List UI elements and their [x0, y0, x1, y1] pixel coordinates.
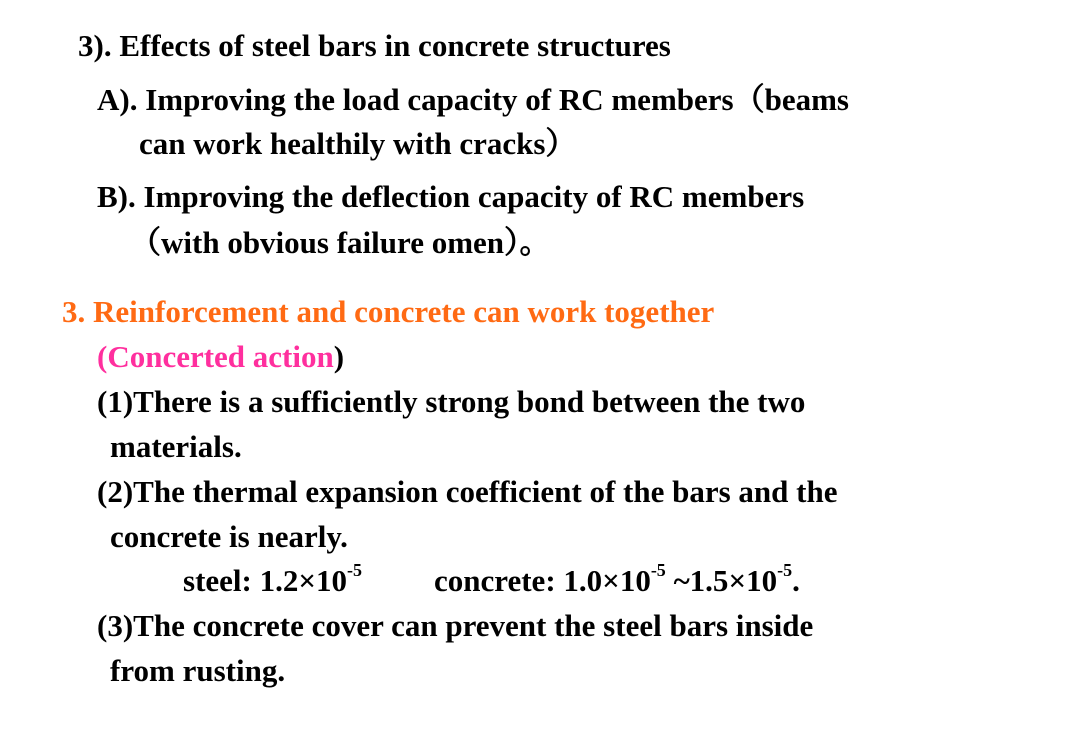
concrete-coefficient: concrete: $1.0\times 10^{-5}$ $\sim 1.5\times 10^{-5}$. [434, 559, 800, 598]
point3-line2: from rusting. [110, 653, 286, 688]
steel-coefficient: steel: $1.2\times 10^{-5}$ [183, 559, 363, 598]
point2-line2: concrete is nearly. [110, 519, 348, 554]
subheading-text: (Concerted action [97, 339, 334, 374]
subheading-close: ) [333, 339, 345, 374]
point1-line2: materials. [110, 429, 242, 464]
point1-line1: (1)There is a sufficiently strong bond between the two [97, 384, 806, 419]
point2-line1: (2)The thermal expansion coefficient of the bars and the [97, 474, 838, 509]
item-a-line2: can work healthily with cracks） [139, 126, 577, 161]
coefficients-line [183, 559, 800, 599]
item-a-line1: A). Improving the load capacity of RC members（beams [97, 82, 849, 117]
section-heading-effects: 3). Effects of steel bars in concrete structures [78, 28, 671, 63]
item-b-line1: B). Improving the deflection capacity of RC members [97, 179, 805, 214]
subheading-concerted-action [97, 339, 344, 375]
point3-line1: (3)The concrete cover can prevent the steel bars inside [97, 608, 814, 643]
section-heading-work-together: 3. Reinforcement and concrete can work together [62, 294, 715, 329]
item-b-line2: （with obvious failure omen）。 [130, 225, 551, 260]
